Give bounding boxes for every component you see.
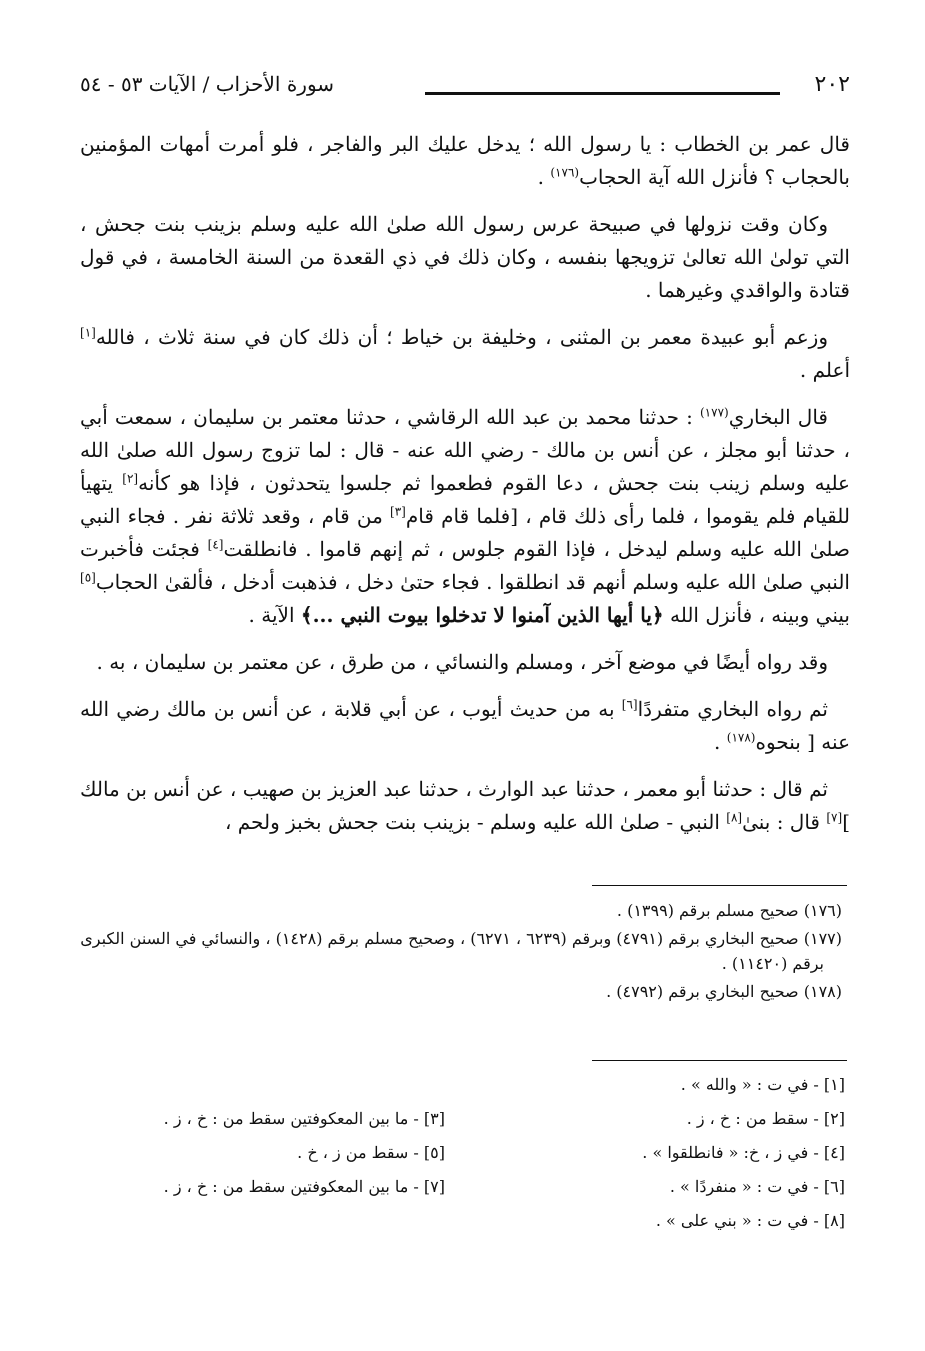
footnote-ref: (١٧٧) (699, 405, 729, 420)
variant-ref: [٧] (826, 810, 843, 825)
paragraph (80, 693, 850, 759)
paragraph (80, 321, 850, 387)
text: أعلم . (799, 358, 850, 382)
footnote-ref: (١٧٨) (726, 730, 756, 745)
footnote-ref: (١٧٦) (550, 165, 580, 180)
footnote-rule (592, 885, 847, 886)
paragraph (80, 401, 850, 632)
variants-column-right (475, 1074, 845, 1244)
text: النبي - صلىٰ الله عليه وسلم - بزينب بنت جحش بخبز ولحم ، (224, 810, 727, 834)
variant-note: [١] - في ت : « والله » . (680, 1075, 845, 1094)
variant-note: [٦] - في ت : « منفردًا » . (669, 1177, 845, 1196)
text: قال عمر بن الخطاب : يا رسول الله ؛ يدخل عليك البر والفاجر ، فلو أمرت أمهات المؤمنين بالحجاب ؟ فأنزل الله آية الحجاب (80, 132, 850, 189)
variant-ref: [٦] (621, 697, 638, 712)
text: يتهيأ للقيام فلم يقوموا ، فلما رأى ذلك قام ، [فلما قام قام (80, 471, 850, 528)
text: قال البخاري (728, 405, 828, 429)
text: فجئت فأخبرت النبي صلىٰ الله عليه وسلم أنهم قد انطلقوا . فجاء حتىٰ دخل ، فذهبت أدخل ، فألقىٰ الحجاب (80, 537, 850, 594)
variants-column-left (75, 1074, 445, 1210)
variant-ref: [٣] (390, 504, 406, 519)
header-rule (425, 92, 780, 95)
text: : حدثنا محمد بن عبد الله الرقاشي ، حدثنا معتمر بن سليمان ، سمعت أبي ، حدثنا أبو مجلز ، عن أنس بن مالك - رضي الله عنه - قال : لما تزوج رسول الله صلىٰ الله عليه وسلم زينب بنت جحش ، دعا القوم فطعموا ثم جلسوا يتحدثون ، فإذا هو كأنه (80, 405, 850, 495)
paragraph: وكان وقت نزولها في صبيحة عرس رسول الله صلىٰ الله عليه وسلم بزينب بنت جحش ، التي تولىٰ الله تعالىٰ تزويجها بنفسه ، وكان ذلك في ذي القعدة من السنة الخامسة ، في قول قتادة والواقدي وغيرهما . (80, 212, 850, 302)
text: ثم رواه البخاري متفردًا (637, 697, 828, 721)
variant-ref: [٨] (726, 810, 743, 825)
running-title: سورة الأحزاب / الآيات ٥٣ - ٥٤ (80, 72, 335, 96)
text: بيني وبينه ، فأنزل الله (663, 603, 850, 627)
variants-rule (592, 1060, 847, 1061)
text: . (537, 165, 551, 189)
footnote: (١٧٧) صحيح البخاري برقم (٤٧٩١) وبرقم (٦٢٣٩ ، ٦٢٧١) ، وصحيح مسلم برقم (١٤٢٨) ، والنسائي في السنن الكبرى برقم (١١٤٢٠) . (80, 929, 842, 973)
footnote: (١٧٨) صحيح البخاري برقم (٤٧٩٢) . (606, 982, 842, 1001)
text: ثم قال : حدثنا أبو معمر ، حدثنا عبد الوارث ، حدثنا عبد العزيز بن صهيب ، عن أنس بن مالك ] (80, 777, 850, 834)
variant-note: [٨] - في ت : « بني على » . (655, 1211, 845, 1230)
variant-ref: [٤] (207, 537, 224, 552)
text: من قام ، وقعد ثلاثة نفر . فجاء النبي صلىٰ الله عليه وسلم ليدخل ، فإذا القوم جلوس ، ثم إنهم قاموا . فانطلقت (80, 504, 850, 561)
variant-note: [٧] - ما بين المعكوفتين سقط من : خ ، ز . (163, 1177, 445, 1196)
quran-verse: ﴿يا أيها الذين آمنوا لا تدخلوا بيوت النبي ...﴾ (300, 603, 664, 627)
footnotes (80, 898, 842, 1007)
footnote: (١٧٦) صحيح مسلم برقم (١٣٩٩) . (616, 901, 842, 920)
variant-ref: [٥] (80, 570, 96, 585)
paragraph (80, 773, 850, 839)
variant-note: [٤] - في ز ، خ: « فانطلقوا » . (642, 1143, 845, 1162)
page-number: ٢٠٢ (814, 72, 850, 97)
variant-ref: [١] (80, 325, 96, 340)
text: به من حديث أيوب ، عن أبي قلابة ، عن أنس بن مالك رضي الله عنه [ بنحوه (80, 697, 850, 754)
variant-note: [٢] - سقط من : خ ، ز . (686, 1109, 845, 1128)
text: الآية . (248, 603, 301, 627)
text: وزعم أبو عبيدة معمر بن المثنى ، وخليفة بن خياط ؛ أن ذلك كان في سنة ثلاث ، فالله (95, 325, 828, 349)
paragraph: وقد رواه أيضًا في موضع آخر ، ومسلم والنسائي ، من طرق ، عن معتمر بن سليمان ، به . (96, 650, 828, 674)
main-text (80, 128, 850, 853)
page-header (80, 72, 850, 104)
variant-note: [٥] - سقط من ز ، خ . (297, 1143, 445, 1162)
manuscript-variants (75, 1074, 845, 1264)
text: قال : بنىٰ (742, 810, 827, 834)
text: . (714, 730, 727, 754)
variant-note: [٣] - ما بين المعكوفتين سقط من : خ ، ز . (163, 1109, 445, 1128)
paragraph (80, 128, 850, 194)
variant-ref: [٢] (122, 471, 139, 486)
